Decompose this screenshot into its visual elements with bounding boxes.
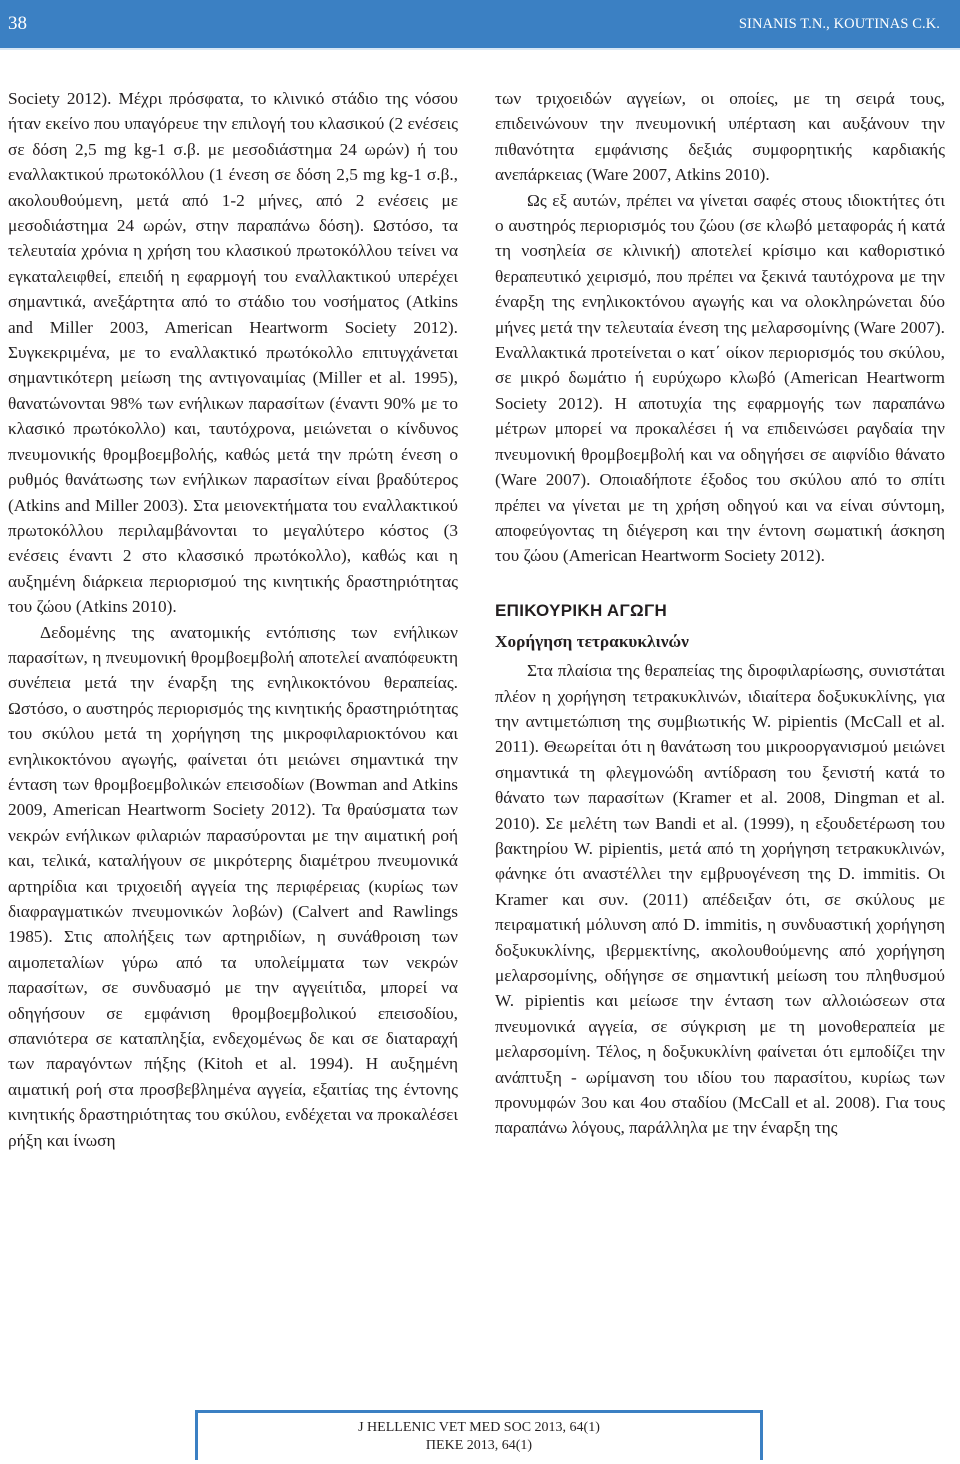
- page-number: 38: [8, 13, 27, 34]
- running-head: SINANIS T.N., KOUTINAS C.K.: [738, 16, 940, 32]
- right-paragraph-2: Ως εξ αυτών, πρέπει να γίνεται σαφές στους ιδιοκτήτες ότι ο αυστηρός περιορισμός του ζώου (σε κλωβό μεταφοράς ή κατά τη νοσηλεία σε κλινική) αποτελεί κρίσιμο και καθοριστικό θεραπευτικό χειρισμό, που πρέπει να ξεκινά ταυτόχρονα με την έναρξη της ενηλικοκτόνου αγωγής και να ολοκληρώνεται δύο μήνες μετά την τελευταία ένεση της μελαρσομίνης (Ware 2007). Εναλλακτικά προτείνεται ο κατ΄ οίκον περιορισμός του σκύλου, σε μικρό δωμάτιο ή ευρύχωρο κλωβό (American Heartworm Society 2012). Η αποτυχία της εφαρμογής των παραπάνω μέτρων μπορεί να προκαλέσει ή να επιδεινώσει ραγδαία την πνευμονική θρομβοεμβολή και να οδηγήσει σε αιφνίδιο θάνατο (Ware 2007). Οποιαδήποτε έξοδος του σκύλου από το σπίτι πρέπει να γίνεται με τη χρήση οδηγού και να είναι σύντομη, αποφεύγοντας τη διέγερση και την έντονη σωματική άσκηση του ζώου (American Heartworm Society 2012).: [495, 190, 945, 566]
- header-divider: [0, 48, 960, 50]
- left-paragraph-2: Δεδομένης της ανατομικής εντόπισης των ενήλικων παρασίτων, η πνευμονική θρομβοεμβολή αποτελεί αναπόφευκτη συνέπεια μετά την έναρξη της ενηλικοκτόνου θεραπείας. Ωστόσο, ο αυστηρός περιορισμός της κινητικής δραστηριότητας του σκύλου μετά τη χορήγηση της μικροφιλαριοκτόνου και ενηλικοκτόνου αγωγής, φαίνεται ότι μειώνει σημαντικά την ένταση των θρομβοεμβολικών επεισοδίων (Bowman and Atkins 2009, American Heartworm Society 2012). Τα θραύσματα των νεκρών ενήλικων φιλαριών παρασύρονται με την αιματική ροή και, τελικά, καταλήγουν σε μικρότερης διαμέτρου πνευμονικά αρτηρίδια και τριχοειδή αγγεία της περιφέρειας (κυρίως των διαφραγματικών πνευμονικών λοβών) (Calvert and Rawlings 1985). Στις απολήξεις των αρτηριδίων, η συνάθροιση των αιμοπεταλίων γύρω από τα υπολείμματα των νεκρών παρασίτων, σε συνδυασμό με την αγγειίτιδα, μπορεί να οδηγήσουν σε εμφάνιση θρομβοεμβολικού επεισοδίου, σπανιότερα σε καταπληξία, ενδεχομένως δε και σε διαταραχή των παραγόντων πήξης (Kitoh et al. 1994). Η αυξημένη αιματική ροή στα προσβεβλημένα αγγεία, εξαιτίας της έντονης κινητικής δραστηριότητας του σκύλου, ενδέχεται να προκαλέσει ρήξη και ίνωση: [8, 622, 458, 1150]
- right-column: [495, 86, 945, 1141]
- right-paragraph-3: Στα πλαίσια της θεραπείας της διροφιλαρίωσης, συνιστάται πλέον η χορήγηση τετρακυκλινών, ιδιαίτερα δοξυκυκλίνης, για την αντιμετώπιση της συμβιωτικής W. pipientis (McCall et al. 2011). Θεωρείται ότι η θανάτωση του μικροοργανισμού μειώνει σημαντικά τη φλεγμονώδη αντίδραση του ξενιστή κατά το θάνατο των παρασίτων (Kramer et al. 2008, Dingman et al. 2010). Σε μελέτη των Bandi et al. (1999), η εξουδετέρωση του βακτηρίου W. pipientis, μετά από τη χορήγηση τετρακυκλινών, φάνηκε ότι αναστέλλει την εμβρυογένεση της D. immitis. Οι Kramer και συν. (2011) απέδειξαν ότι, σε σκύλους με πειραματική μόλυνση από D. immitis, η συνδυαστική χορήγηση δοξυκυκλίνης, ιβερμεκτίνης, ακολουθούμενης από χορήγηση μελαρσομίνης, οδήγησε σε σημαντική μείωση του πληθυσμού W. pipientis και μείωσε την ένταση των αλλοιώσεων στα πνευμονικά αγγεία, σε σύγκριση με τη μονοθεραπεία με μελαρσομίνη. Τέλος, η δοξυκυκλίνη φαίνεται ότι εμποδίζει την ανάπτυξη - ωρίμανση του ιδίου του παρασίτου, κυρίως των προνυμφών 3ου και 4ου σταδίου (McCall et al. 2008). Για τους παραπάνω λόγους, παράλληλα με την έναρξη της: [495, 661, 945, 1138]
- footer-journal-citation: J HELLENIC VET MED SOC 2013, 64(1): [358, 1420, 600, 1435]
- footer-journal-citation-greek: ΠΕΚΕ 2013, 64(1): [425, 1438, 533, 1453]
- section-heading: ΕΠΙΚΟΥΡΙΚΗ ΑΓΩΓΗ: [495, 600, 668, 620]
- journal-footer: [195, 1410, 763, 1460]
- right-paragraph-1: των τριχοειδών αγγείων, οι οποίες, με τη σειρά τους, επιδεινώνουν την πνευμονική υπέρταση και αυξάνουν την πιθανότητα εμφάνισης δεξιάς συμφορητικής καρδιακής ανεπάρκειας (Ware 2007, Atkins 2010).: [495, 89, 945, 185]
- header-bar: [0, 0, 960, 48]
- subsection-heading: Χορήγηση τετρακυκλινών: [495, 631, 689, 651]
- left-column: [8, 86, 458, 1153]
- left-paragraph-1: Society 2012). Μέχρι πρόσφατα, το κλινικό στάδιο της νόσου ήταν εκείνο που υπαγόρευε την επιλογή του κλασικού (2 ενέσεις σε δόση 2,5 mg kg-1 σ.β. με μεσοδιάστημα 24 ωρών) ή του εναλλακτικού πρωτοκόλλου (1 ένεση σε δόση 2,5 mg kg-1 σ.β., ακολουθούμενη, μετά από 1-2 μήνες, από 2 ενέσεις με μεσοδιάστημα 24 ωρών, στην παραπάνω δόση). Ωστόσο, τα τελευταία χρόνια η χρήση του κλασικού πρωτοκόλλου τείνει να εγκαταλειφθεί, επειδή η εφαρμογή του εναλλακτικού υπερέχει σημαντικά, ανεξάρτητα από το στάδιο του νοσήματος (Atkins and Miller 2003, American Heartworm Society 2012). Συγκεκριμένα, με το εναλλακτικό πρωτόκολλο επιτυγχάνεται σημαντικότερη μείωση της αντιγοναιμίας (Miller et al. 1995), θανατώνονται 98% των ενήλικων παρασίτων (έναντι 90% με το κλασικό πρωτόκολλο) και, ταυτόχρονα, μειώνεται ο κίνδυνος πνευμονικής θρομβοεμβολής, καθώς μετά την πρώτη ένεση ο ρυθμός θανάτωσης των ενήλικων παρασίτων είναι βραδύτερος (Atkins and Miller 2003). Στα μειονεκτήματα του εναλλακτικού πρωτοκόλλου περιλαμβάνονται το μεγαλύτερο κόστος (3 ενέσεις έναντι 2 στο κλασσικό πρωτόκολλο), καθώς και η αυξημένη διάρκεια περιορισμού της κινητικής δραστηριότητας του ζώου (Atkins 2010).: [8, 89, 458, 617]
